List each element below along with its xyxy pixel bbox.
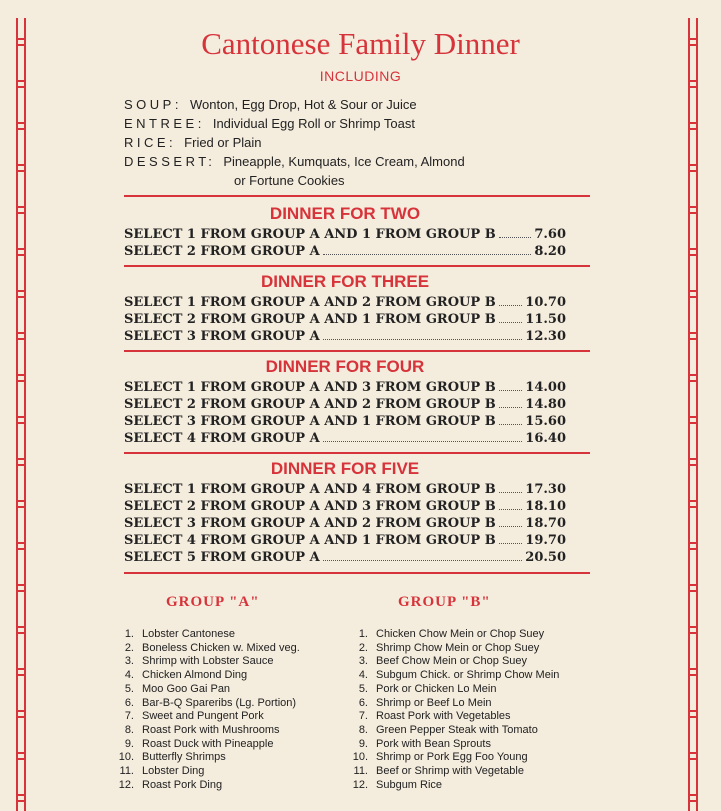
option-text: SELECT 3 FROM GROUP A AND 1 FROM GROUP B [124,414,496,429]
section-title: DINNER FOR THREE [260,272,430,291]
include-label: RICE: [124,135,177,150]
include-dessert [124,152,465,171]
section-title: DINNER FOR FIVE [270,459,420,478]
include-soup [124,95,465,114]
dinner-for-four [124,356,566,447]
item-number: 3. [358,655,368,668]
item-name: Subgum Chick. or Shrimp Chow Mein [376,669,560,682]
item-name: Beef Chow Mein or Chop Suey [376,655,528,668]
option-text: SELECT 3 FROM GROUP A [124,329,320,344]
item-name: Roast Pork with Mushrooms [142,723,280,736]
item-name: Pork or Chicken Lo Mein [376,682,497,695]
option-price: 20.50 [525,550,566,565]
item-number: 5. [358,682,368,695]
option-text: SELECT 2 FROM GROUP A [124,244,320,259]
leader-dots [499,312,523,323]
item-name: Beef or Shrimp with Vegetable [376,765,524,778]
include-value: Wonton, Egg Drop, Hot & Sour or Juice [189,97,417,112]
item-name: Sweet and Pungent Pork [142,710,264,723]
item-name: Butterfly Shrimps [142,751,226,764]
list-item [346,779,559,793]
price-row [124,328,566,345]
include-label: DESSERT: [124,154,216,169]
group-b-heading: GROUP "B" [398,594,491,610]
divider-rule [124,265,590,267]
item-name: Moo Goo Gai Pan [142,682,231,695]
list-item [346,738,559,752]
item-name: Green Pepper Steak with Tomato [376,723,538,736]
option-price: 8.20 [534,244,566,259]
dinner-for-five [124,458,566,566]
option-text: SELECT 1 FROM GROUP A AND 3 FROM GROUP B [124,380,496,395]
section-title: DINNER FOR TWO [269,204,421,223]
include-dessert-continued [124,171,465,190]
option-text: SELECT 1 FROM GROUP A AND 2 FROM GROUP B [124,295,496,310]
leader-dots [499,499,523,510]
option-text: SELECT 5 FROM GROUP A [124,550,320,565]
item-number: 8. [358,723,368,736]
include-value: Individual Egg Roll or Shrimp Toast [212,116,415,131]
leader-dots [323,550,523,561]
group-a-heading: GROUP "A" [166,594,260,610]
divider-rule [124,452,590,454]
list-item [346,765,559,779]
including-heading: INCLUDING [319,68,402,84]
leader-dots [499,397,523,408]
item-name: Subgum Rice [376,778,443,791]
list-item [112,724,300,738]
option-price: 12.30 [525,329,566,344]
list-item [346,710,559,724]
item-number: 3. [124,655,134,668]
menu-title: Cantonese Family Dinner [201,26,520,61]
list-item [346,683,559,697]
item-number: 6. [358,696,368,709]
list-item [112,642,300,656]
list-item [346,751,559,765]
price-row [124,532,566,549]
include-label: ENTREE: [124,116,205,131]
option-text: SELECT 1 FROM GROUP A AND 4 FROM GROUP B [124,482,496,497]
dinner-for-three [124,271,566,345]
option-price: 10.70 [525,295,566,310]
list-item [112,628,300,642]
item-number: 8. [124,723,134,736]
divider-rule [124,572,590,574]
item-name: Boneless Chicken w. Mixed veg. [142,641,300,654]
price-row [124,311,566,328]
item-number: 12. [118,778,134,791]
list-item [112,779,300,793]
section-title: DINNER FOR FOUR [265,357,425,376]
leader-dots [499,295,523,306]
item-number: 2. [358,641,368,654]
list-item [346,642,559,656]
right-decorative-border [688,18,698,811]
item-name: Bar-B-Q Spareribs (Lg. Portion) [142,696,297,709]
include-value: Fried or Plain [184,135,262,150]
option-text: SELECT 4 FROM GROUP A [124,431,320,446]
option-price: 14.00 [525,380,566,395]
list-item [112,751,300,765]
price-row [124,294,566,311]
leader-dots [499,227,532,238]
include-value: or Fortune Cookies [234,173,345,188]
option-text: SELECT 1 FROM GROUP A AND 1 FROM GROUP B [124,227,496,242]
list-item [112,710,300,724]
option-price: 18.70 [525,516,566,531]
leader-dots [323,431,523,442]
item-name: Roast Duck with Pineapple [142,737,274,750]
item-name: Shrimp with Lobster Sauce [142,655,274,668]
item-name: Chicken Almond Ding [142,669,248,682]
item-name: Chicken Chow Mein or Chop Suey [376,628,545,640]
price-row [124,226,566,243]
option-price: 11.50 [525,312,566,327]
option-text: SELECT 2 FROM GROUP A AND 2 FROM GROUP B [124,397,496,412]
list-item [112,683,300,697]
price-row [124,379,566,396]
option-price: 16.40 [525,431,566,446]
price-row [124,243,566,260]
item-name: Roast Pork Ding [142,778,223,791]
list-item [112,697,300,711]
divider-rule [124,195,590,197]
item-number: 2. [124,641,134,654]
item-number: 10. [352,751,368,764]
leader-dots [499,414,523,425]
option-text: SELECT 4 FROM GROUP A AND 1 FROM GROUP B [124,533,496,548]
option-price: 19.70 [525,533,566,548]
include-entree [124,114,465,133]
list-item [346,697,559,711]
item-number: 11. [119,765,134,778]
price-row [124,498,566,515]
list-item [112,669,300,683]
item-number: 9. [124,737,134,750]
item-number: 7. [358,710,368,723]
include-label: SOUP: [124,97,182,112]
option-price: 14.80 [525,397,566,412]
leader-dots [499,380,523,391]
item-number: 6. [124,696,134,709]
option-text: SELECT 2 FROM GROUP A AND 3 FROM GROUP B [124,499,496,514]
include-rice [124,133,465,152]
list-item [346,628,559,642]
includes-list [124,95,465,190]
list-item [346,724,559,738]
price-row [124,481,566,498]
divider-rule [124,350,590,352]
item-number: 1. [358,628,368,640]
include-value: Pineapple, Kumquats, Ice Cream, Almond [223,154,465,169]
item-name: Lobster Ding [142,765,205,778]
group-a-list [112,628,300,792]
item-number: 10. [118,751,134,764]
option-text: SELECT 3 FROM GROUP A AND 2 FROM GROUP B [124,516,496,531]
group-b-list [346,628,559,792]
leader-dots [499,482,523,493]
item-number: 5. [124,682,134,695]
option-price: 7.60 [534,227,566,242]
option-text: SELECT 2 FROM GROUP A AND 1 FROM GROUP B [124,312,496,327]
list-item [112,738,300,752]
list-item [112,765,300,779]
leader-dots [323,329,523,340]
item-name: Shrimp or Pork Egg Foo Young [376,751,528,764]
price-row [124,430,566,447]
item-number: 1. [124,628,134,640]
leader-dots [499,533,523,544]
option-price: 17.30 [525,482,566,497]
item-number: 7. [124,710,134,723]
item-name: Shrimp or Beef Lo Mein [376,696,492,709]
item-number: 12. [352,778,368,791]
list-item [346,669,559,683]
price-row [124,515,566,532]
left-decorative-border [16,18,26,811]
list-item [112,655,300,669]
item-number: 4. [358,669,368,682]
dinner-for-two [124,203,566,260]
price-row [124,396,566,413]
item-name: Roast Pork with Vegetables [376,710,511,723]
item-name: Lobster Cantonese [142,628,235,640]
item-number: 4. [124,669,134,682]
leader-dots [323,244,532,255]
leader-dots [499,516,523,527]
item-number: 11. [353,765,368,778]
option-price: 18.10 [525,499,566,514]
list-item [346,655,559,669]
price-row [124,413,566,430]
item-name: Shrimp Chow Mein or Chop Suey [376,641,540,654]
price-row [124,549,566,566]
option-price: 15.60 [525,414,566,429]
item-name: Pork with Bean Sprouts [376,737,491,750]
item-number: 9. [358,737,368,750]
